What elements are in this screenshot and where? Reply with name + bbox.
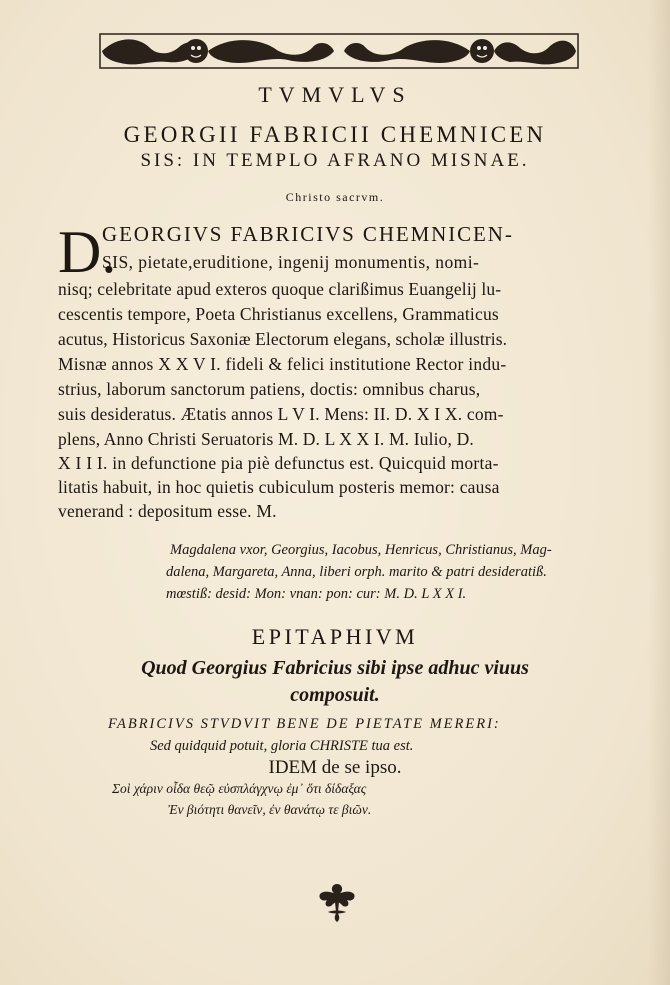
inscription-line: SIS, pietate,eruditione, ingenij monumentis, nomi- [102,252,480,272]
heading-name-line1: GEORGII FABRICII CHEMNICEN [123,122,547,147]
epitaph-heading: EPITAPHIVM [251,624,419,649]
drop-cap: D. [58,219,117,285]
dedication-text: Christo sacrvm. [285,190,385,204]
grotesque-headpiece-icon [98,30,580,72]
inscription-line: plens, Anno Christi Seruatoris M. D. L X X I. M. Iulio, D. [58,429,474,449]
heading-name-line2: SIS: IN TEMPLO AFRANO MISNAE. [140,150,530,171]
inscription-line: venerand : depositum esse. M. [58,501,277,521]
greek-verse-line1: Σοὶ χάριν οἶδα θεῷ εὐσπλάγχνῳ ἐμ᾽ ὅτι δίδαξας [112,781,367,796]
epitaph-intro-line1: Quod Georgius Fabricius sibi ipse adhuc viuus [141,657,529,679]
inscription-line: litatis habuit, in hoc quietis cubiculum posteris memor: causa [58,477,500,497]
fleuron-icon [314,880,360,924]
inscription-line: X I I I. in defunctione pia piè defunctus est. Quicquid morta- [58,453,499,473]
dedication-line [0,190,670,205]
epitaph-verse-line1: FABRICIVS STVDVIT BENE DE PIETATE MERERI: [108,716,501,732]
greek-verse-line2: Ἐν βιότητι θανεῖν, ἐν θανάτῳ τε βιῶν. [168,802,372,817]
inscription-line: acutus, Historicus Saxoniæ Electorum elegans, scholæ illustris. [58,329,508,349]
inscription-line: Misnæ annos X X V I. fideli & felici institutione Rector indu- [58,354,507,374]
inscription-line: GEORGIVS FABRICIVS CHEMNICEN- [102,222,514,246]
idem-heading: IDEM de se ipso. [268,757,402,778]
heading-tumulus: TVMVLVS [258,82,412,107]
dedicators-line1: Magdalena vxor, Georgius, Iacobus, Henricus, Christianus, Mag- [170,542,552,558]
inscription-line: nisq; celebritate apud exteros quoque clarißimus Euangelij lu- [58,279,502,299]
epitaph-intro-line2: composuit. [290,684,380,706]
inscription-line: suis desideratus. Ætatis annos L V I. Mens: II. D. X I X. com- [58,404,504,424]
dedicators-line3: mœstiß: desid: Mon: vnan: pon: cur: M. D. L X X I. [166,586,467,602]
epitaph-verse-line2: Sed quidquid potuit, gloria CHRISTE tua est. [150,738,414,754]
dedicators-line2: dalena, Margareta, Anna, liberi orph. marito & patri desideratiß. [166,564,547,580]
inscription-line: cescentis tempore, Poeta Christianus excellens, Grammaticus [58,304,499,324]
inscription-line: strius, laborum sanctorum patiens, doctis: omnibus charus, [58,379,481,399]
